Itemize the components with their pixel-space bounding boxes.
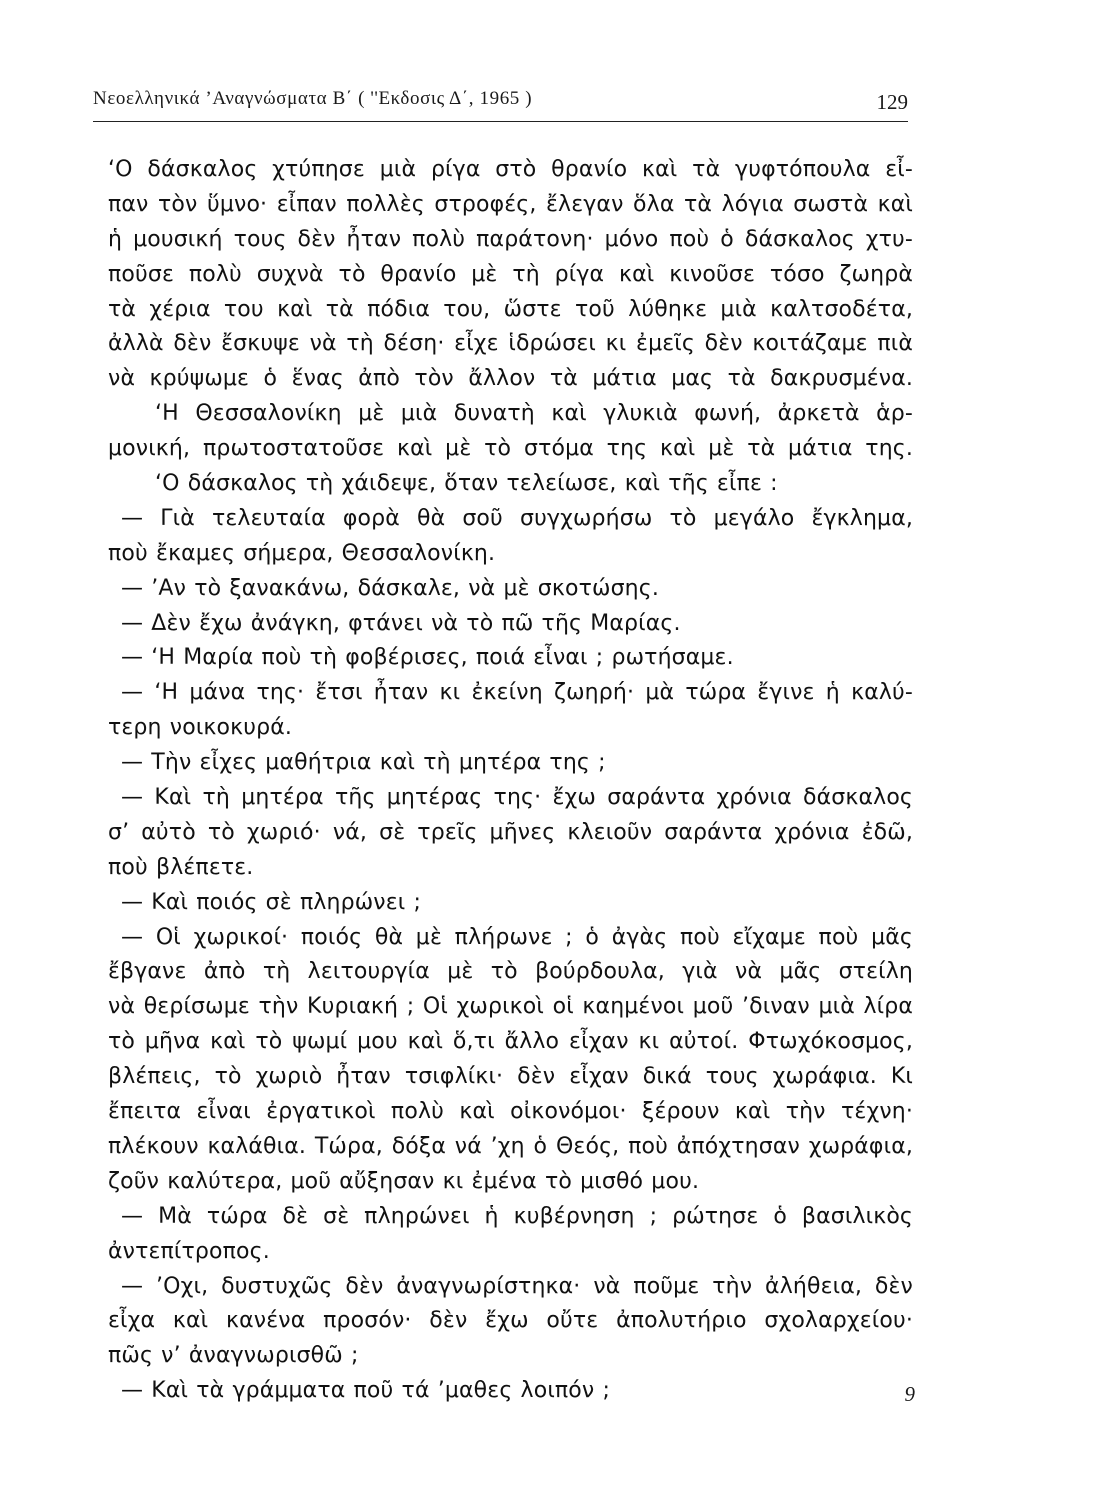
text-line: — Γιὰ τελευταία φορὰ θὰ σοῦ συγχωρήσω τὸ μεγάλο ἔγκλημα, <box>121 505 913 531</box>
text-line: — ’Οχι, δυστυχῶς δὲν ἀναγνωρίστηκα· νὰ ποῦμε τὴν ἀλήθεια, δὲν <box>121 1273 913 1299</box>
text-line: ‘Η Θεσσαλονίκη μὲ μιὰ δυνατὴ καὶ γλυκιὰ φωνή, ἀρκετὰ ἁρ- <box>155 401 913 427</box>
text-line: ἡ μουσική τους δὲν ἦταν πολὺ παράτονη· μόνο ποὺ ὁ δάσκαλος χτυ- <box>108 226 913 252</box>
text-line: τὸ μῆνα καὶ τὸ ψωμί μου καὶ ὅ,τι ἄλλο εἶχαν κι αὐτοί. Φτωχόκοσμος, <box>108 1029 913 1055</box>
text-line: νὰ κρύψωμε ὁ ἕνας ἀπὸ τὸν ἄλλον τὰ μάτια μας τὰ δακρυσμένα. <box>108 366 913 392</box>
text-line: σ’ αὐτὸ τὸ χωριό· νά, σὲ τρεῖς μῆνες κλειοῦν σαράντα χρόνια ἐδῶ, <box>108 819 913 845</box>
text-line: βλέπεις, τὸ χωριὸ ἦταν τσιφλίκι· δὲν εἶχαν δικά τους χωράφια. Κι <box>108 1064 913 1090</box>
text-line: ποῦσε πολὺ συχνὰ τὸ θρανίο μὲ τὴ ρίγα καὶ κινοῦσε τόσο ζωηρὰ <box>108 261 913 287</box>
page-number: 129 <box>876 90 908 114</box>
text-block <box>108 153 913 1409</box>
text-line: νὰ θερίσωμε τὴν Κυριακή ; Οἱ χωρικοὶ οἱ καημένοι μοῦ ’διναν μιὰ λίρα <box>108 994 913 1020</box>
text-line: ἀντεπίτροπος. <box>108 1238 270 1264</box>
text-line: τερη νοικοκυρά. <box>108 715 293 741</box>
text-line: — Οἱ χωρικοί· ποιός θὰ μὲ πλήρωνε ; ὁ ἀγὰς ποὺ εἴχαμε ποὺ μᾶς <box>121 924 913 950</box>
text-line: ζοῦν καλύτερα, μοῦ αὔξησαν κι ἐμένα τὸ μισθό μου. <box>108 1168 700 1194</box>
text-line: — Καὶ ποιός σὲ πληρώνει ; <box>121 889 422 915</box>
text-line: — ‘Η μάνα της· ἔτσι ἦταν κι ἐκείνη ζωηρή· μὰ τώρα ἔγινε ἡ καλύ- <box>121 680 913 706</box>
text-line: — Τὴν εἶχες μαθήτρια καὶ τὴ μητέρα της ; <box>121 750 606 776</box>
text-line: ἀλλὰ δὲν ἔσκυψε νὰ τὴ δέση· εἶχε ἱδρώσει κι ἐμεῖς δὲν κοιτάζαμε πιὰ <box>108 331 913 357</box>
signature-mark: 9 <box>904 1382 915 1406</box>
text-line: μονική, πρωτοστατοῦσε καὶ μὲ τὸ στόμα της καὶ μὲ τὰ μάτια της. <box>108 436 913 462</box>
text-line: — ‘Η Μαρία ποὺ τὴ φοβέρισες, ποιά εἶναι ; ρωτήσαμε. <box>121 645 734 671</box>
text-line: ποὺ βλέπετε. <box>108 854 254 880</box>
text-line: παν τὸν ὕμνο· εἶπαν πολλὲς στροφές, ἔλεγαν ὅλα τὰ λόγια σωστὰ καὶ <box>108 191 913 217</box>
text-line: ποὺ ἔκαμες σήμερα, Θεσσαλονίκη. <box>108 540 496 566</box>
header-rule <box>93 121 908 122</box>
text-line: — Δὲν ἔχω ἀνάγκη, φτάνει νὰ τὸ πῶ τῆς Μαρίας. <box>121 610 681 636</box>
text-line: ἔπειτα εἶναι ἐργατικοὶ πολὺ καὶ οἰκονόμοι· ξέρουν καὶ τὴν τέχνη· <box>108 1099 913 1125</box>
text-line: τὰ χέρια του καὶ τὰ πόδια του, ὥστε τοῦ λύθηκε μιὰ καλτσοδέτα, <box>108 296 913 322</box>
text-line: πλέκουν καλάθια. Τώρα, δόξα νά ’χη ὁ Θεός, ποὺ ἀπόχτησαν χωράφια, <box>108 1133 913 1159</box>
text-line: — Καὶ τὴ μητέρα τῆς μητέρας της· ἔχω σαράντα χρόνια δάσκαλος <box>121 785 913 811</box>
text-line: πῶς ν’ ἀναγνωρισθῶ ; <box>108 1343 359 1369</box>
text-line: εἶχα καὶ κανένα προσόν· δὲν ἔχω οὔτε ἀπολυτήριο σχολαρχείου· <box>108 1308 913 1334</box>
text-line: ‘Ο δάσκαλος τὴ χάιδεψε, ὅταν τελείωσε, καὶ τῆς εἶπε : <box>155 471 778 497</box>
text-line: — ’Αν τὸ ξανακάνω, δάσκαλε, νὰ μὲ σκοτώσης. <box>121 575 659 601</box>
text-line: ἔβγανε ἀπὸ τὴ λειτουργία μὲ τὸ βούρδουλα, γιὰ νὰ μᾶς στείλη <box>108 959 913 985</box>
text-line: ‘Ο δάσκαλος χτύπησε μιὰ ρίγα στὸ θρανίο καὶ τὰ γυφτόπουλα εἶ- <box>108 157 913 182</box>
text-line: — Καὶ τὰ γράμματα ποῦ τά ’μαθες λοιπόν ; <box>121 1378 611 1404</box>
running-head: Νεοελληνικά ’Αναγνώσματα Β΄ ( ''Εκδοσις Δ΄, 1965 ) <box>93 88 533 109</box>
text-line: — Μὰ τώρα δὲ σὲ πληρώνει ἡ κυβέρνηση ; ρώτησε ὁ βασιλικὸς <box>121 1203 913 1229</box>
